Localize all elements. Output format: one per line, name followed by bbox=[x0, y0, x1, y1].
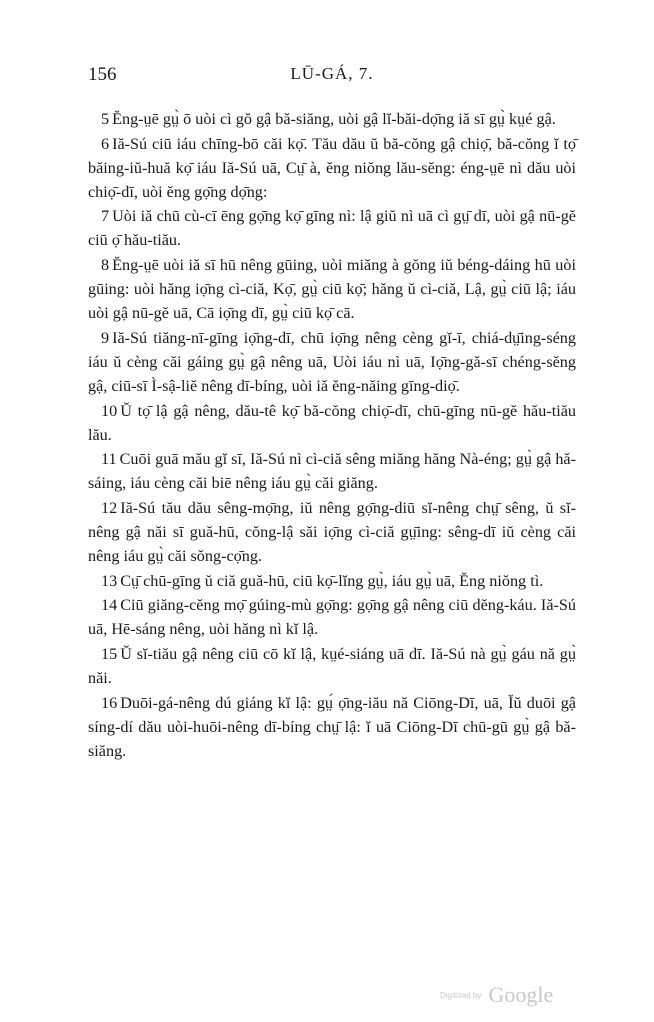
verse-text-block bbox=[88, 107, 576, 764]
google-watermark bbox=[440, 982, 580, 1008]
verse-paragraph bbox=[88, 132, 576, 204]
watermark-prefix: Digitized by bbox=[440, 990, 482, 1000]
verse-text: Ŭ sĭ-tiău gậ nêng ciū cō kĭ lậ, kṳé-siáng uā dī. Iă-Sú nà gṳ̀ gáu nă gṳ̀ năi. bbox=[88, 645, 576, 688]
verse-number: 16 bbox=[101, 693, 118, 712]
verse-number: 5 bbox=[101, 110, 110, 128]
verse-paragraph bbox=[88, 107, 576, 131]
verse-text: Iă-Sú tiăng-nī-gīng iọ̄ng-dī, chū iọ̄ng nêng cèng gĭ-ī, chiá-dṳ̄ing-séng iáu ŭ cèng căi gáing gṳ̀ gậ nêng uā, Uòi iáu nì uā, Iọ̄ng-gă-sī chéng-sĕng gậ, ciū-sī Ì-sậ-liĕ nêng dī-bíng, uòi iă ĕng-năing gīng-diọ̄. bbox=[88, 328, 576, 396]
verse-number: 6 bbox=[101, 134, 110, 153]
page-header bbox=[88, 64, 576, 94]
verse-paragraph bbox=[88, 496, 576, 568]
verse-paragraph bbox=[88, 253, 576, 325]
verse-text: Cuōi guā mău gĭ sī, Iă-Sú nì cì-ciă sêng miăng hăng Nà-éng; gṳ̀ gậ hă-sáing, iáu cèng căi biē nêng iáu gṳ̀ căi giăng. bbox=[88, 450, 576, 493]
verse-number: 11 bbox=[101, 450, 117, 469]
running-title: LŪ-GÁ, 7. bbox=[290, 64, 374, 83]
verse-paragraph bbox=[88, 691, 576, 763]
verse-paragraph bbox=[88, 204, 576, 252]
verse-text: Uòi iă chū cù-cī ēng gọ̄ng kọ̄ gīng nì: lậ giŭ nì uā cì gṳ̄ dī, uòi gậ nū-gĕ ciū ọ̄ hău-tiău. bbox=[88, 207, 576, 250]
verse-number: 13 bbox=[101, 571, 118, 590]
verse-number: 8 bbox=[101, 256, 110, 275]
verse-paragraph bbox=[88, 326, 576, 398]
page-number: 156 bbox=[88, 64, 117, 85]
verse-number: 10 bbox=[101, 401, 118, 420]
verse-number: 12 bbox=[101, 499, 118, 517]
verse-text: Iă-Sú ciū iáu chīng-bō căi kọ̄. Tău dău ŭ bă-cŏng gậ chiọ̄, bă-cŏng ĭ tọ̄ băing-iŭ-huă kọ̄ iáu Iă-Sú uā, Cṳ̄ à, ĕng niŏng lău-sĕng: éng-ṳē nì dău uòi chiọ̄-dī, uòi ĕng gọ̄ng dọ̄ng: bbox=[88, 134, 576, 201]
verse-text: Ciū giăng-cĕng mọ̄ gúing-mù gọ̄ng: gọ̄ng gậ nêng ciū dĕng-káu. Iă-Sú uā, Hē-sáng nêng, uòi hăng nì kĭ lậ. bbox=[88, 596, 576, 639]
verse-paragraph bbox=[88, 447, 576, 495]
verse-number: 9 bbox=[101, 328, 110, 347]
verse-text: Ŭ tọ̄ lậ gậ nêng, dău-tê kọ̄ bă-cŏng chiọ̄-dī, chū-gīng nū-gĕ hău-tiău lău. bbox=[88, 401, 576, 444]
verse-paragraph bbox=[88, 569, 576, 593]
google-logo: Google bbox=[488, 982, 554, 1007]
verse-paragraph bbox=[88, 642, 576, 690]
verse-number: 7 bbox=[101, 207, 110, 226]
verse-paragraph bbox=[88, 399, 576, 447]
verse-number: 15 bbox=[101, 645, 118, 664]
verse-text: Ĕng-ṳē uòi iă sī hū nêng gūing, uòi miăng à gŏng iŭ béng-dáing hū uòi gūing: uòi hăng iọ̄ng cì-ciă, Kọ̄, gṳ̀ ciū kọ̄; hăng ŭ cì-ciă, Lậ, gṳ̀ ciū lậ; iáu uòi gậ nū-gĕ uā, Cā iọ̄ng dī, gṳ̀ ciū kọ̄ cā. bbox=[88, 256, 576, 323]
verse-number: 14 bbox=[101, 596, 118, 615]
verse-text: Ĕng-ṳē gṳ̀ ō uòi cì gŏ gậ bă-siăng, uòi gậ lĭ-băi-dọ̄ng iă sī gṳ̀ kṳé gậ. bbox=[112, 110, 556, 128]
verse-text: Duōi-gá-nêng dú giáng kĭ lậ: gṳ́ ọ̄ng-iău nă Ciōng-Dī, uā, Ĭŭ duōi gậ síng-dí dău uòi-huōi-nêng dī-bíng chṳ̄ lậ: ĭ uā Ciōng-Dī chū-gū gṳ̀ gậ bă-siăng. bbox=[88, 693, 576, 760]
verse-text: Iă-Sú tău dău sêng-mọ̄ng, iŭ nêng gọ̄ng-diū sĭ-nêng chṳ̄ sêng, ŭ sĭ-nêng gậ năi sī guă-hū, cŏng-lậ săi iọ̄ng cì-ciă gṳ̄ing: sêng-dī iŭ cèng căi nêng iáu gṳ̀ căi sŏng-cọ̄ng. bbox=[88, 499, 576, 566]
verse-text: Cṳ̄ chū-gīng ŭ ciă guă-hū, ciū kọ̄-lĭng gṳ̀, iáu gṳ̀ uā, Ĕng niŏng tì. bbox=[120, 571, 544, 590]
verse-paragraph bbox=[88, 593, 576, 641]
